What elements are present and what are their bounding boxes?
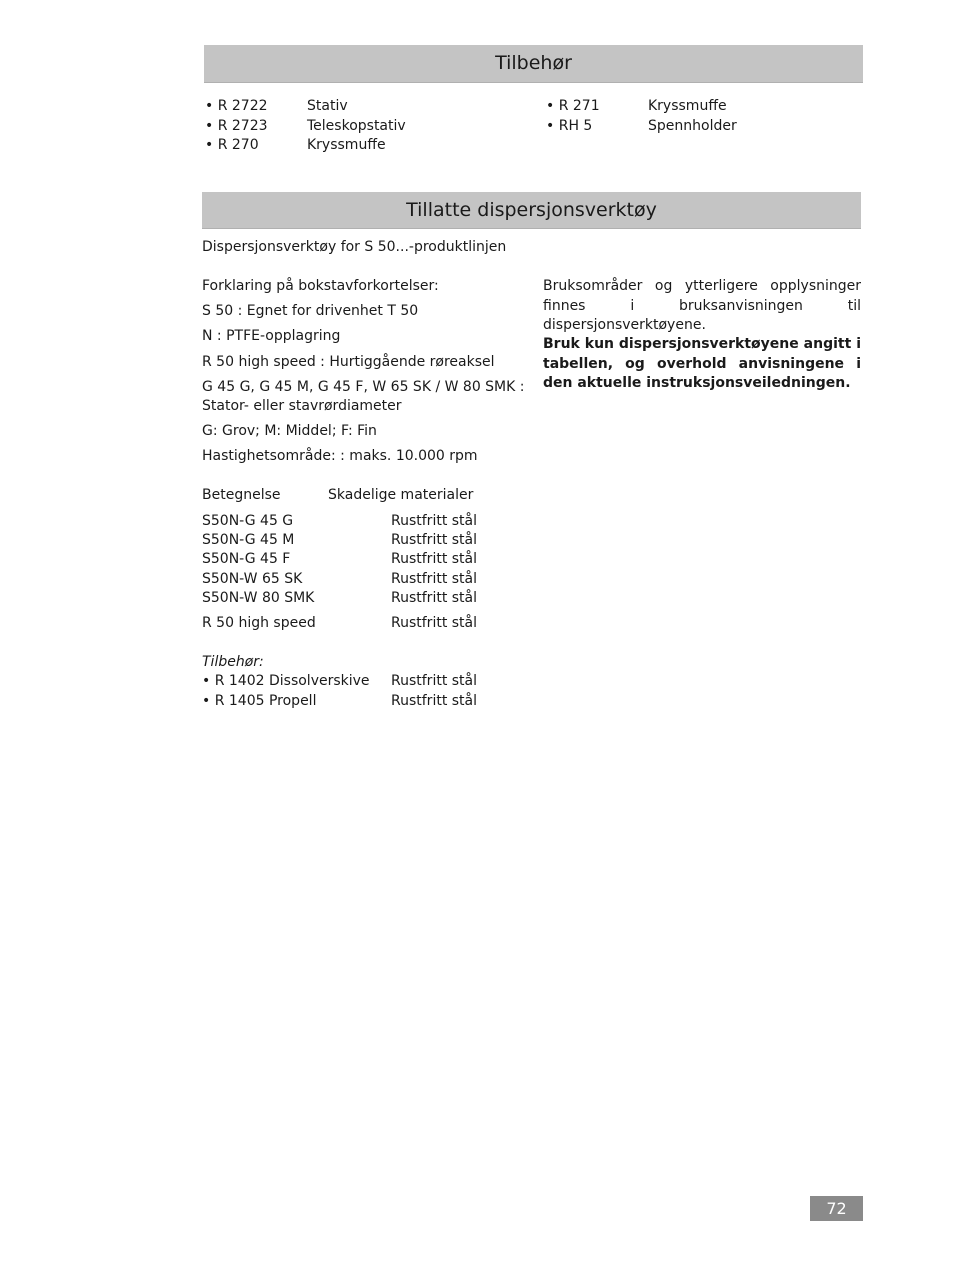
legend-item: G: Grov; M: Middel; F: Fin xyxy=(202,423,377,439)
list-item xyxy=(205,117,406,137)
accessories-list-right xyxy=(546,97,737,136)
row-designation xyxy=(202,692,316,711)
row-material: Rustfritt stål xyxy=(391,590,478,606)
item-name: Teleskopstativ xyxy=(307,117,406,134)
table-header-designation: Betegnelse xyxy=(202,487,281,503)
table-header-material: Skadelige materialer xyxy=(328,487,474,503)
row-designation: S50N-W 80 SMK xyxy=(202,590,315,606)
row-designation xyxy=(202,672,370,691)
bullet: • xyxy=(205,98,214,114)
item-code: R 271 xyxy=(558,98,600,114)
row-designation: S50N-W 65 SK xyxy=(202,571,303,587)
accessories-list-left xyxy=(205,97,406,156)
row-material: Rustfritt stål xyxy=(391,615,478,631)
list-item xyxy=(205,97,406,117)
bullet: • xyxy=(202,693,211,709)
row-designation: R 50 high speed xyxy=(202,615,316,631)
item-name: Stativ xyxy=(307,98,348,114)
row-designation: S50N-G 45 G xyxy=(202,513,294,529)
accessories-section-title: Tilbehør xyxy=(204,45,863,83)
legend-heading: Forklaring på bokstavforkortelser: xyxy=(202,278,439,294)
legend-item: G 45 G, G 45 M, G 45 F, W 65 SK / W 80 SMK : xyxy=(202,379,525,395)
bullet: • xyxy=(546,117,555,134)
row-designation: S50N-G 45 M xyxy=(202,532,295,548)
item-name: Kryssmuffe xyxy=(648,98,727,114)
item-name: Kryssmuffe xyxy=(307,137,386,153)
row-material: Rustfritt stål xyxy=(391,551,478,567)
legend-item: N : PTFE-opplagring xyxy=(202,328,341,344)
info-paragraph: Bruksområder og ytterligere opplysninger finnes i bruksanvisningen til dispersjonsverktøyene. xyxy=(543,278,861,333)
row-material: Rustfritt stål xyxy=(391,532,478,548)
item-code: R 2723 xyxy=(217,117,268,134)
list-item xyxy=(546,117,737,137)
item-name: Spennholder xyxy=(648,117,737,134)
list-item xyxy=(546,97,737,117)
item-code: R 270 xyxy=(217,137,259,153)
warning-paragraph: Bruk kun dispersjonsverktøyene angitt i tabellen, og overhold anvisningene i den aktuelle instruksjonsveiledningen. xyxy=(543,336,861,391)
legend-item: Hastighetsområde: : maks. 10.000 rpm xyxy=(202,448,478,464)
list-item xyxy=(205,136,406,156)
legend-item: Stator- eller stavrørdiameter xyxy=(202,398,402,414)
legend-item: S 50 : Egnet for drivenhet T 50 xyxy=(202,303,419,319)
table-accessories-label: Tilbehør: xyxy=(202,654,264,670)
bullet: • xyxy=(205,117,214,134)
tools-subtitle: Dispersjonsverktøy for S 50...-produktlinjen xyxy=(202,239,507,255)
bullet: • xyxy=(546,98,555,114)
row-material: Rustfritt stål xyxy=(391,693,478,709)
designation-text: R 1405 Propell xyxy=(214,693,317,709)
item-code: R 2722 xyxy=(217,98,268,114)
row-material: Rustfritt stål xyxy=(391,673,478,689)
row-designation: S50N-G 45 F xyxy=(202,551,291,567)
bullet: • xyxy=(202,673,211,689)
row-material: Rustfritt stål xyxy=(391,513,478,529)
designation-text: R 1402 Dissolverskive xyxy=(214,673,370,689)
bullet: • xyxy=(205,137,214,153)
item-code: RH 5 xyxy=(558,117,593,134)
row-material: Rustfritt stål xyxy=(391,571,478,587)
tools-section-title: Tillatte dispersjonsverktøy xyxy=(202,192,861,229)
page-number: 72 xyxy=(810,1196,863,1221)
legend-item: R 50 high speed : Hurtiggående røreaksel xyxy=(202,354,495,370)
